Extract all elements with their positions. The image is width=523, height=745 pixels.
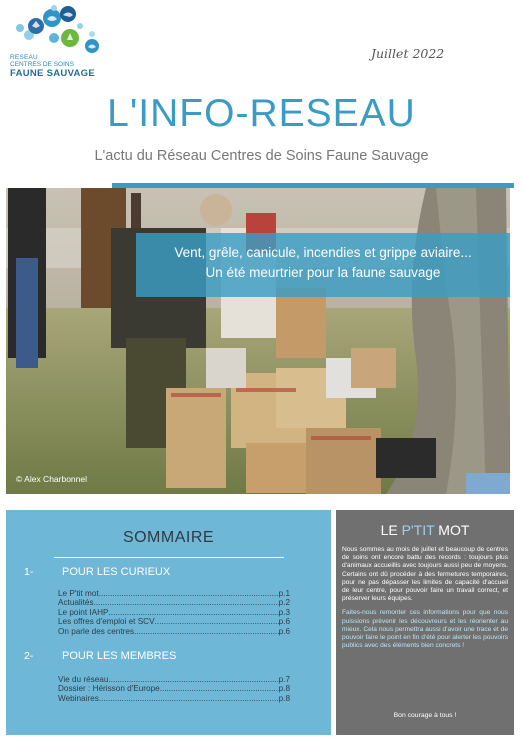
- toc-entry[interactable]: Les offres d'emploi et SCV ..... p.6: [58, 617, 290, 626]
- page-title: L'INFO-RESEAU: [107, 92, 416, 135]
- toc-entry[interactable]: Webinaires ..... p.8: [58, 694, 290, 703]
- ptit-mot-title: [336, 522, 514, 538]
- toc-entry[interactable]: Le P'tit mot ..... p.1: [58, 589, 290, 598]
- toc-entry[interactable]: Dossier : Hérisson d'Europe ..... p.8: [58, 684, 290, 693]
- photo-headline-banner: [136, 233, 510, 297]
- ptit-mot-body: [342, 546, 508, 650]
- toc-entry[interactable]: Le point IAHP ..... p.3: [58, 608, 290, 617]
- ptit-mot-box: [336, 510, 514, 735]
- page-subtitle: L'actu du Réseau Centres de Soins Faune Sauvage: [94, 148, 429, 164]
- sommaire-box: [6, 510, 331, 735]
- logo: [6, 4, 106, 82]
- banner-line-1: Vent, grêle, canicule, incendies et grippe aviaire...: [174, 245, 472, 260]
- section-number: 2-: [24, 650, 34, 662]
- logo-line-reseau: RESEAU: [10, 54, 38, 61]
- section-label: POUR LES CURIEUX: [62, 566, 171, 578]
- section-label: POUR LES MEMBRES: [62, 650, 177, 662]
- photo-credit: © Alex Charbonnel: [16, 474, 88, 484]
- ptit-mot-title-prefix: LE: [380, 522, 402, 538]
- banner-line-2: Un été meurtrier pour la faune sauvage: [205, 265, 441, 280]
- toc-entry[interactable]: Actualités ..... p.2: [58, 598, 290, 607]
- ptit-mot-title-suffix: MOT: [434, 522, 470, 538]
- section-entries: [58, 675, 290, 703]
- section-entries: [58, 589, 290, 636]
- sommaire-divider: [54, 557, 284, 558]
- animal-bubbles-logo-icon: [6, 4, 106, 56]
- toc-entry[interactable]: Vie du réseau ..... p.7: [58, 675, 290, 684]
- logo-line-faune: FAUNE SAUVAGE: [10, 68, 96, 79]
- section-number: 1-: [24, 566, 34, 578]
- ptit-mot-title-highlight: P'TIT: [401, 522, 435, 538]
- toc-entry[interactable]: On parle des centres ..... p.6: [58, 627, 290, 636]
- logo-line-centres: CENTRES DE SOINS: [10, 61, 74, 68]
- sommaire-title: SOMMAIRE: [122, 529, 215, 546]
- ptit-mot-paragraph-1: Nous sommes au mois de juillet et beaucoup de centres de soins ont encore battu des records : toujours plus d'animaux accueillis avec toujours aussi peu de moyens. Certains ont dû procéder à des fermetures temporaires, pour ne pas dépasser les limites de capacité d'accueil de leur centre, pour pouvoir faire un travail correct, et préserver leurs équipes.: [342, 546, 508, 603]
- ptit-mot-paragraph-2: Faites-nous remonter ces informations pour que nous puissions prévenir les découvreurs et les réorienter au mieux. Cela nous permettra aussi d'avoir une trace et de pouvoir faire le point en fin d'été pour alerter les pouvoirs publics avec des éléments bien concrets !: [342, 609, 508, 650]
- ptit-mot-signoff: Bon courage à tous !: [393, 712, 457, 719]
- issue-date: Juillet 2022: [371, 46, 445, 61]
